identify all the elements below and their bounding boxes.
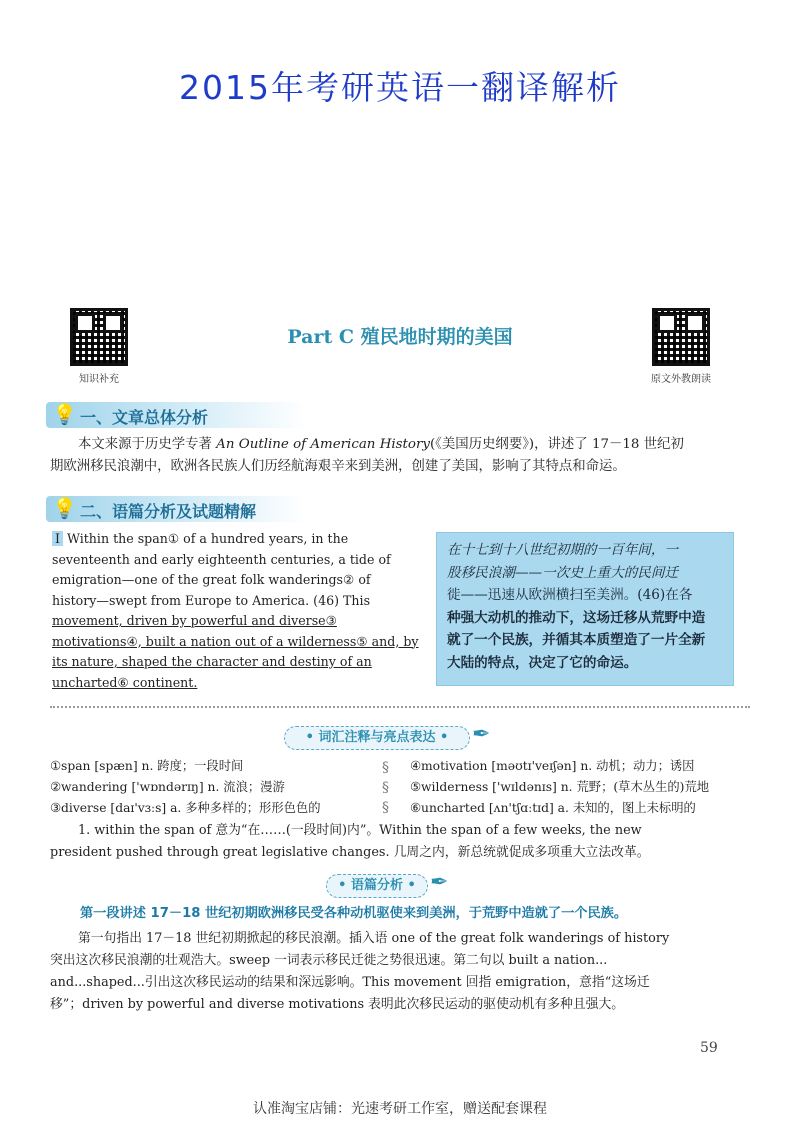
divider	[50, 706, 750, 708]
passage-line-6: motivations④, built a nation out of a wilderness⑤ and, by	[52, 633, 419, 649]
vocab-item: ④motivation [məʊtɪ'veɪʃən] n. 动机；动力；诱因	[410, 759, 695, 773]
lightbulb-icon: 💡	[52, 402, 77, 426]
vocab-item: ②wandering ['wɒndərɪŋ] n. 流浪；漫游	[50, 780, 285, 794]
vocab-left-column	[50, 756, 390, 819]
passage-line-8: uncharted⑥ continent.	[52, 674, 198, 690]
highlight-line-2: president pushed through great legislative changes. 几周之内，新总统就促成多项重大立法改革。	[50, 845, 650, 860]
section1-paragraph	[50, 434, 750, 478]
section1-line2: 期欧洲移民浪潮中，欧洲各民族人们历经航海艰辛来到美洲，创建了美国，影响了其特点和命运。	[50, 459, 626, 474]
vocab-header: • 词汇注释与亮点表达 •	[284, 726, 470, 750]
pen-icon: ✒	[430, 870, 449, 895]
section1-text-b: (	[429, 437, 436, 452]
section2-header	[46, 496, 306, 522]
analysis-line-4: 移”；driven by powerful and diverse motivations 表明此次移民运动的驱使动机有多种且强大。	[50, 997, 625, 1012]
section1-heading: 一、文章总体分析	[80, 408, 209, 427]
analysis-line-2: 突出这次移民浪潮的壮观浩大。sweep 一词表示移民迁徙之势很迅速。第二句以 built a nation...	[50, 953, 608, 968]
passage-line-3: emigration—one of the great folk wanderings② of	[52, 572, 371, 587]
translation-line-1: 在十七到十八世纪初期的一百年间，一	[447, 542, 679, 558]
section2-heading: 二、语篇分析及试题精解	[80, 502, 257, 521]
translation-line-4: 种强大动机的推动下，这场迁移从荒野中造	[447, 609, 706, 626]
translation-box	[436, 532, 734, 686]
vocab-item: ③diverse [daɪ'vɜːs] a. 多种多样的；形形色色的	[50, 801, 321, 815]
passage-line	[52, 529, 422, 550]
section1-text-a: 本文来源于历史学专著	[78, 437, 217, 452]
book-title-en: An Outline of American History	[216, 437, 430, 452]
lightbulb-icon: 💡	[52, 496, 77, 520]
translation-line-3: 徙——迅速从欧洲横扫至美洲。(46)在各	[447, 587, 693, 603]
footer-text: 认准淘宝店铺：光速考研工作室，赠送配套课程	[253, 1101, 547, 1117]
pen-icon: ✒	[472, 722, 491, 747]
vocab-item: ①span [spæn] n. 跨度；一段时间	[50, 759, 244, 773]
analysis-header: • 语篇分析 •	[326, 874, 428, 898]
highlight-line-1: 1. within the span of 意为“在……(一段时间)内”。Within the span of a few weeks, the new	[78, 823, 642, 838]
column-separator: § § §	[382, 760, 389, 816]
translation-line-6: 大陆的特点，决定了它的命运。	[447, 654, 638, 671]
analysis-line-1: 第一句指出 17－18 世纪初期掀起的移民浪潮。插入语 one of the great folk wanderings of history	[78, 931, 670, 946]
vocab-item: ⑤wilderness ['wɪldənɪs] n. 荒野；(草木丛生的)荒地	[410, 780, 710, 794]
passage-line-7: its nature, shaped the character and destiny of an	[52, 654, 372, 669]
section1-text-c: 《美国历史纲要》)，讲述了 17－18 世纪初	[435, 437, 684, 452]
qr-right-label: 原文外教朗读	[651, 374, 711, 385]
passage-line-4: history—swept from Europe to America. (46) This	[52, 592, 371, 608]
part-title: Part C 殖民地时期的美国	[287, 326, 513, 348]
analysis-heading: 第一段讲述 17－18 世纪初期欧洲移民受各种动机驱使来到美洲，于荒野中造就了一个民族。	[80, 906, 628, 921]
translation-line-5: 就了一个民族，并循其本质塑造了一片全新	[447, 632, 706, 648]
paragraph-number: Ⅰ	[52, 531, 63, 546]
analysis-paragraph	[50, 928, 750, 1016]
passage-line-1: Within the span① of a hundred years, in the	[67, 531, 349, 546]
section1-header	[46, 402, 306, 428]
vocab-item: ⑥uncharted [ʌn'tʃɑːtɪd] a. 未知的，图上未标明的	[410, 801, 696, 815]
highlight-expression	[50, 820, 750, 864]
page-title: 2015年考研英语一翻译解析	[179, 68, 621, 107]
qr-left-label: 知识补充	[79, 374, 119, 385]
translation-line-2: 股移民浪潮——一次史上重大的民间迁	[447, 564, 679, 581]
passage-line-5: movement, driven by powerful and diverse③	[52, 613, 337, 628]
english-passage	[52, 529, 422, 693]
vocab-right-column	[410, 756, 750, 819]
analysis-line-3: and...shaped...引出这次移民运动的结果和深远影响。This movement 回指 emigration，意指“这场迁	[50, 975, 650, 990]
passage-line-2: seventeenth and early eighteenth centuries, a tide of	[52, 551, 391, 567]
page-number: 59	[700, 1040, 718, 1056]
